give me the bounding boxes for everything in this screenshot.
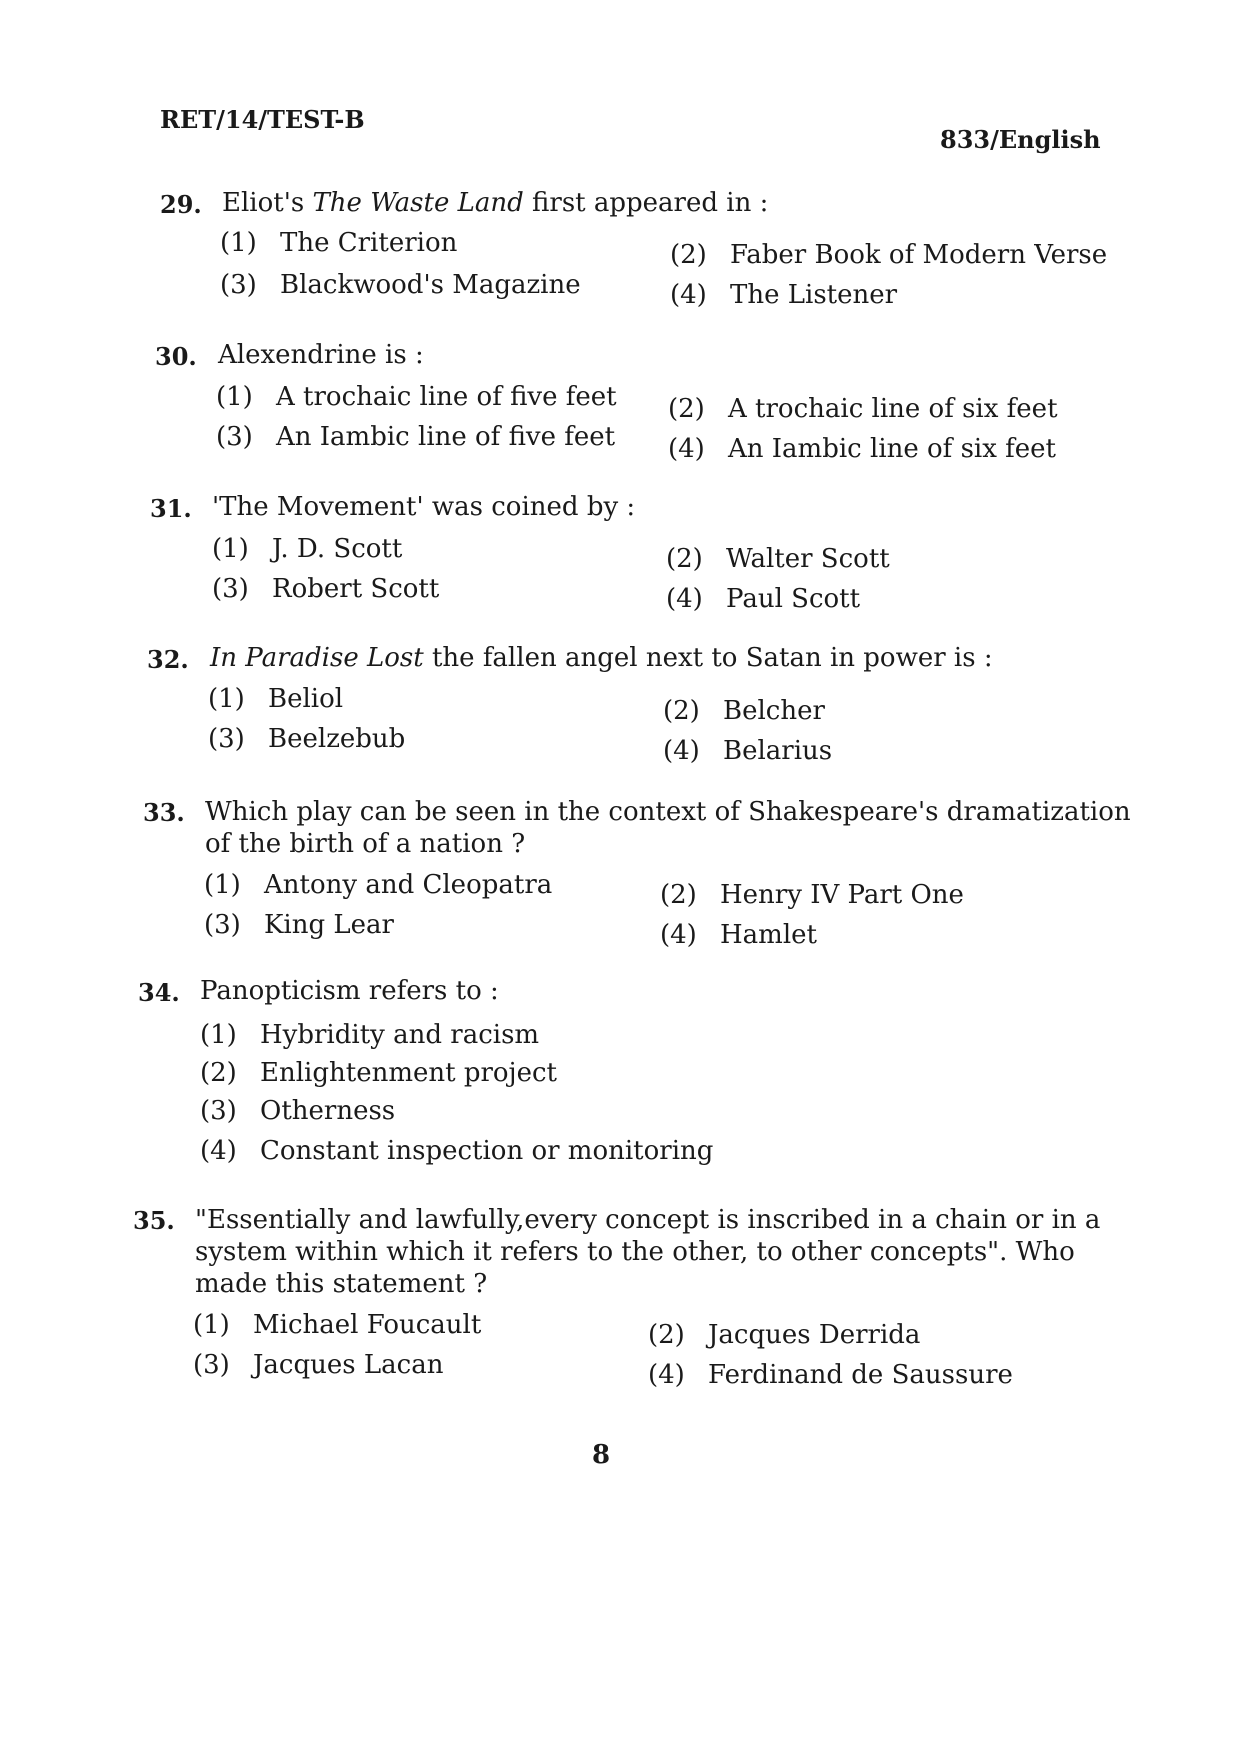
option-2[interactable]: (2) Faber Book of Modern Verse xyxy=(670,240,1108,270)
option-1[interactable]: (1) A trochaic line of five feet xyxy=(216,382,617,412)
option-4[interactable]: (4) Constant inspection or monitoring xyxy=(200,1136,714,1166)
question-text: 'The Movement' was coined by : xyxy=(212,492,636,522)
option-3[interactable]: (3) Robert Scott xyxy=(212,574,440,604)
question-text: Panopticism refers to : xyxy=(200,976,499,1006)
subject-code: 833/English xyxy=(940,125,1101,154)
question-text: Eliot's The Waste Land first appeared in : xyxy=(222,188,769,218)
question-text: Which play can be seen in the context of Shakespeare's dramatization of the birth of a nation ? xyxy=(205,797,1131,859)
option-2[interactable]: (2) A trochaic line of six feet xyxy=(668,394,1058,424)
paper-code: RET/14/TEST-B xyxy=(160,105,365,134)
question-text: Alexendrine is : xyxy=(218,340,424,370)
question-number: 30. xyxy=(155,342,197,371)
question-number: 31. xyxy=(150,494,192,523)
question-number: 32. xyxy=(147,645,189,674)
option-1[interactable]: (1) The Criterion xyxy=(220,228,458,258)
option-4[interactable]: (4) The Listener xyxy=(670,280,898,310)
option-3[interactable]: (3) King Lear xyxy=(204,910,394,940)
option-3[interactable]: (3) Beelzebub xyxy=(208,724,406,754)
question-text: "Essentially and lawfully,every concept is inscribed in a chain or in a system within which it refers to the other, to other concepts". Who made this statement ? xyxy=(195,1205,1101,1299)
option-1[interactable]: (1) Hybridity and racism xyxy=(200,1020,540,1050)
option-4[interactable]: (4) Paul Scott xyxy=(666,584,861,614)
option-3[interactable]: (3) Otherness xyxy=(200,1096,396,1126)
option-1[interactable]: (1) Antony and Cleopatra xyxy=(204,870,553,900)
option-3[interactable]: (3) Blackwood's Magazine xyxy=(220,270,581,300)
option-2[interactable]: (2) Jacques Derrida xyxy=(648,1320,921,1350)
question-number: 34. xyxy=(138,978,180,1007)
question-number: 29. xyxy=(160,190,202,219)
option-1[interactable]: (1) J. D. Scott xyxy=(212,534,403,564)
option-4[interactable]: (4) Belarius xyxy=(663,736,833,766)
option-3[interactable]: (3) Jacques Lacan xyxy=(193,1350,444,1380)
option-3[interactable]: (3) An Iambic line of five feet xyxy=(216,422,616,452)
option-2[interactable]: (2) Belcher xyxy=(663,696,825,726)
question-number: 33. xyxy=(143,798,185,827)
question-number: 35. xyxy=(133,1206,175,1235)
question-text: In Paradise Lost the fallen angel next to Satan in power is : xyxy=(210,643,993,673)
option-4[interactable]: (4) Hamlet xyxy=(660,920,817,950)
option-2[interactable]: (2) Walter Scott xyxy=(666,544,890,574)
option-4[interactable]: (4) Ferdinand de Saussure xyxy=(648,1360,1013,1390)
page-number: 8 xyxy=(592,1440,611,1470)
option-4[interactable]: (4) An Iambic line of six feet xyxy=(668,434,1056,464)
option-1[interactable]: (1) Michael Foucault xyxy=(193,1310,482,1340)
option-1[interactable]: (1) Beliol xyxy=(208,684,344,714)
option-2[interactable]: (2) Enlightenment project xyxy=(200,1058,558,1088)
option-2[interactable]: (2) Henry IV Part One xyxy=(660,880,964,910)
